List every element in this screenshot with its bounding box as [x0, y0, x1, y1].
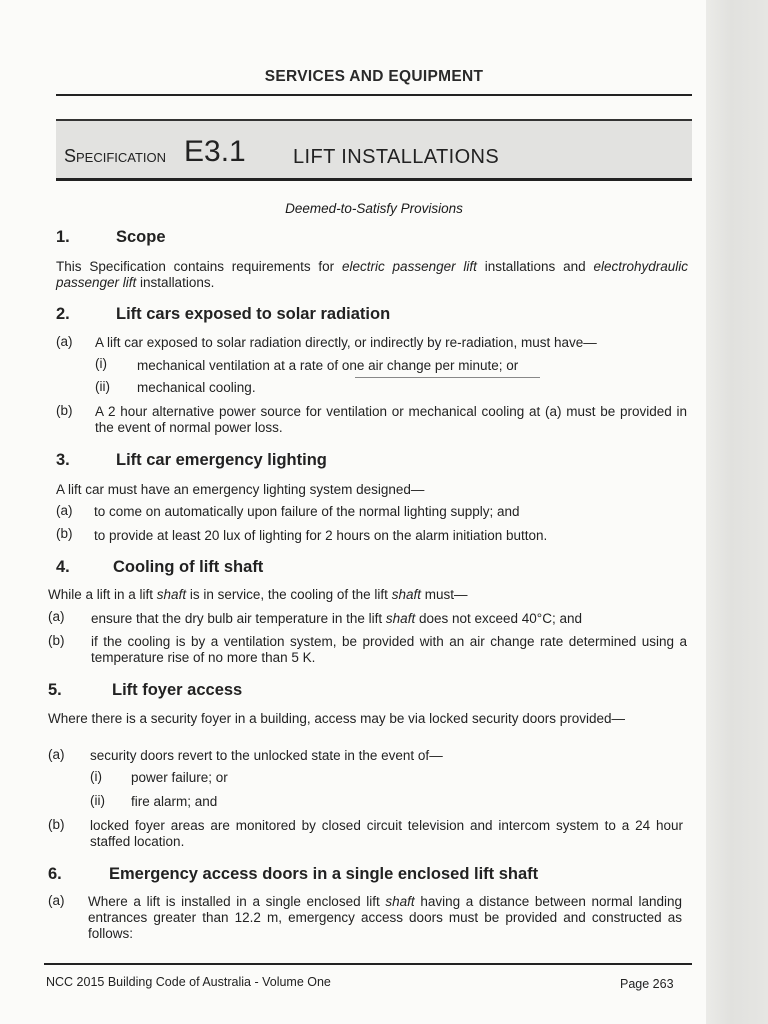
- subclause-label: (i): [90, 769, 102, 784]
- clause-label: (a): [56, 503, 73, 518]
- section-number: 2.: [56, 305, 70, 323]
- provisions-subtitle: Deemed-to-Satisfy Provisions: [285, 201, 463, 216]
- section-4-intro: While a lift in a lift shaft is in service, the cooling of the lift shaft must—: [48, 587, 468, 602]
- section-title: Emergency access doors in a single enclosed lift shaft: [109, 865, 539, 883]
- running-header: SERVICES AND EQUIPMENT: [264, 68, 484, 85]
- clause-label: (a): [56, 334, 73, 349]
- section-number: 4.: [56, 558, 70, 576]
- clause-label: (a): [48, 609, 65, 624]
- clause-label: (a): [48, 747, 65, 762]
- clause-text: to come on automatically upon failure of the normal lighting supply; and: [94, 504, 520, 519]
- clause-text: Where a lift is installed in a single enclosed lift shaft having a distance between normal landing entrances greater than 12.2 m, emergency access doors must be provided and constructed as follows:: [88, 894, 682, 941]
- clause-label: (b): [48, 817, 65, 832]
- subclause-text: power failure; or: [131, 770, 228, 785]
- clause-text: to provide at least 20 lux of lighting for 2 hours on the alarm initiation button.: [94, 528, 548, 543]
- subclause-text: fire alarm; and: [131, 794, 218, 809]
- section-title: Lift cars exposed to solar radiation: [116, 305, 391, 323]
- specification-label: Specification: [64, 146, 167, 166]
- section-number: 5.: [48, 681, 62, 699]
- subclause-text: mechanical cooling.: [137, 380, 256, 395]
- clause-text: locked foyer areas are monitored by closed circuit television and intercom system to a 24 hour staffed location.: [90, 818, 683, 849]
- clause-text: security doors revert to the unlocked state in the event of—: [90, 748, 443, 763]
- section-title: Cooling of lift shaft: [113, 558, 264, 576]
- clause-label: (b): [56, 526, 73, 541]
- clause-label: (b): [48, 633, 65, 648]
- section-1-body: This Specification contains requirements for electric passenger lift installations and electrohydraulic passenger lift installations.: [56, 259, 688, 290]
- subclause-label: (ii): [95, 379, 110, 394]
- subclause-label: (ii): [90, 793, 105, 808]
- header-rule: [56, 94, 692, 96]
- handwritten-underline: [355, 377, 540, 378]
- clause-text: ensure that the dry bulb air temperature in the lift shaft does not exceed 40°C; and: [91, 611, 582, 626]
- specification-title: LIFT INSTALLATIONS: [293, 146, 500, 168]
- section-number: 3.: [56, 451, 70, 469]
- clause-text: A 2 hour alternative power source for ventilation or mechanical cooling at (a) must be provided in the event of normal power loss.: [95, 404, 687, 435]
- section-5-intro: Where there is a security foyer in a building, access may be via locked security doors provided—: [48, 711, 626, 726]
- clause-label: (a): [48, 893, 65, 908]
- clause-text: if the cooling is by a ventilation system, be provided with an air change rate determined using a temperature rise of no more than 5 K.: [91, 634, 687, 665]
- section-title: Scope: [116, 228, 166, 246]
- subclause-text: mechanical ventilation at a rate of one air change per minute; or: [137, 358, 519, 373]
- clause-label: (b): [56, 403, 73, 418]
- page-edge-shadow: [706, 0, 768, 1024]
- clause-text: A lift car exposed to solar radiation directly, or indirectly by re-radiation, must have—: [95, 335, 597, 350]
- specification-banner: [56, 119, 692, 181]
- section-3-intro: A lift car must have an emergency lighting system designed—: [56, 482, 425, 497]
- section-title: Lift foyer access: [112, 681, 243, 699]
- specification-number: E3.1: [184, 135, 246, 168]
- footer-publication: NCC 2015 Building Code of Australia - Volume One: [46, 975, 331, 989]
- footer-rule: [44, 963, 692, 965]
- section-number: 1.: [56, 228, 70, 246]
- section-title: Lift car emergency lighting: [116, 451, 327, 469]
- footer-page-number: Page 263: [620, 977, 674, 991]
- subclause-label: (i): [95, 356, 107, 371]
- section-number: 6.: [48, 865, 62, 883]
